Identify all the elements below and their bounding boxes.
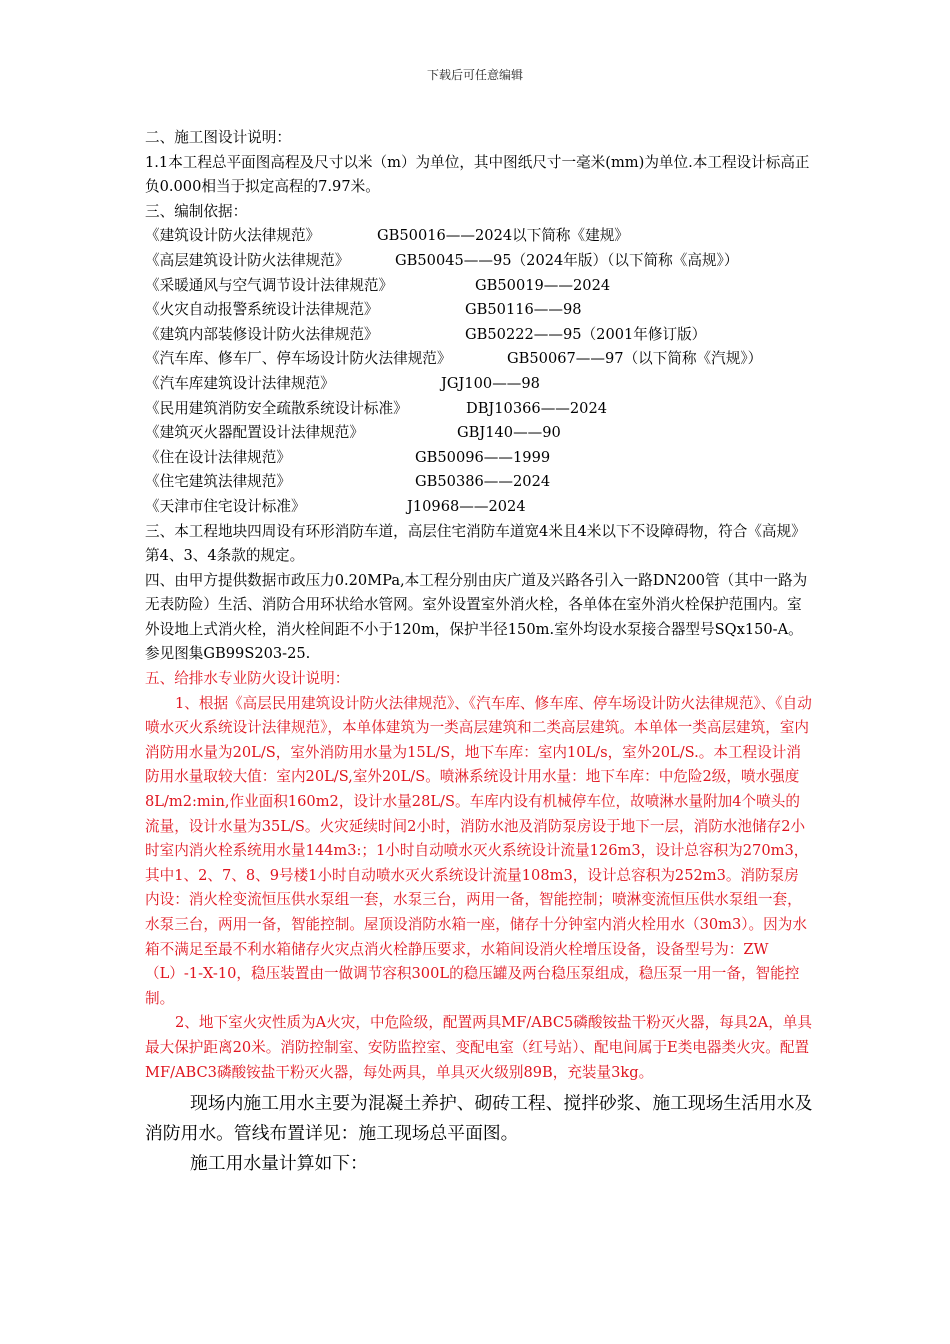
reference-code: DBJ10366——2024 [466, 399, 608, 417]
section-5-paragraph-2: 2、地下室火灾性质为A火灾，中危险级，配置两具MF/ABC5磷酸铵盐干粉灭火器，每具2A，单具最大保护距离20米。消防控制室、安防监控室、变配电室（红号站）、配电间属于E类电器类火灾。配置MF/ABC3磷酸铵盐干粉灭火器，每处两具，单具灭火级别89B，充装量3kg。 [145, 1014, 812, 1081]
reference-name: 《天津市住宅设计标准》 [145, 497, 306, 515]
reference-code: GB50067——97（以下简称《汽规》） [507, 350, 763, 368]
section-3b-paragraph: 三、本工程地块四周设有环形消防车道，高层住宅消防车道宽4米且4米以下不设障碍物，符合《高规》第4、3、4条款的规定。 [145, 522, 806, 565]
reference-code: JGJ100——98 [441, 374, 540, 392]
reference-name: 《采暖通风与空气调节设计法律规范》 [145, 276, 394, 294]
reference-item [145, 495, 813, 520]
reference-code: GB50096——1999 [415, 448, 551, 466]
reference-code: GB50116——98 [465, 301, 582, 319]
document-body [145, 126, 813, 1179]
reference-name: 《建筑内部装修设计防火法律规范》 [145, 325, 379, 343]
construction-water-paragraph: 现场内施工用水主要为混凝土养护、砌砖工程、搅拌砂浆、施工现场生活用水及消防用水。管线布置详见：施工现场总平面图。 [145, 1093, 813, 1145]
reference-item [145, 347, 813, 372]
reference-item [145, 470, 813, 495]
reference-item [145, 421, 813, 446]
section-4-paragraph: 四、由甲方提供数据市政压力0.20MPa,本工程分别由庆广道及兴路各引入一路DN200管（其中一路为无表防险）生活、消防合用环状给水管网。室外设置室外消火栓，各单体在室外消火栓保护范围内。室外设地上式消火栓，消火栓间距不小于120m，保护半径150m.室外均设水泵接合器型号SQx150-A。参见图集GB99S203-25. [145, 571, 808, 663]
section-5-title: 五、给排水专业防火设计说明： [145, 670, 350, 688]
section-2-paragraph: 1.1本工程总平面图高程及尺寸以米（m）为单位，其中图纸尺寸一毫米(mm)为单位.本工程设计标高正负0.000相当于拟定高程的7.97米。 [145, 153, 810, 196]
reference-name: 《民用建筑消防安全疏散系统设计标准》 [145, 399, 408, 417]
reference-item [145, 298, 813, 323]
reference-name: 《汽车库建筑设计法律规范》 [145, 374, 335, 392]
calculation-heading: 施工用水量计算如下： [190, 1153, 368, 1175]
reference-code: GBJ140——90 [457, 424, 561, 442]
reference-name: 《住宅建筑法律规范》 [145, 473, 291, 491]
reference-code: J10968——2024 [407, 497, 526, 515]
reference-item [145, 397, 813, 422]
reference-item [145, 224, 813, 249]
page-header: 下载后可任意编辑 [426, 68, 523, 82]
section-2-title: 二、施工图设计说明： [145, 129, 291, 146]
reference-name: 《汽车库、修车厂、停车场设计防火法律规范》 [145, 350, 452, 368]
reference-item [145, 372, 813, 397]
reference-item [145, 446, 813, 471]
reference-name: 《火灾自动报警系统设计法律规范》 [145, 301, 379, 319]
reference-code: GB50019——2024 [475, 276, 611, 294]
reference-name: 《建筑灭火器配置设计法律规范》 [145, 424, 364, 442]
section-3-title: 三、编制依据： [145, 202, 248, 220]
reference-item [145, 274, 813, 299]
reference-name: 《住在设计法律规范》 [145, 448, 291, 466]
reference-code: GB50222——95（2001年修订版） [465, 325, 707, 343]
reference-code: GB50045——95（2024年版）（以下简称《高规》） [395, 251, 739, 269]
reference-code: GB50016——2024以下简称《建规》 [377, 227, 629, 245]
reference-item [145, 249, 813, 274]
reference-name: 《建筑设计防火法律规范》 [145, 227, 321, 245]
section-5-paragraph-1: 1、根据《高层民用建筑设计防火法律规范》、《汽车库、修车库、停车场设计防火法律规范》、《自动喷水灭火系统设计法律规范》，本单体建筑为一类高层建筑和二类高层建筑。本单体一类高层建筑，室内消防用水量为20L/S，室外消防用水量为15L/S，地下车库：室内10L/s，室外20L/S.。本工程设计消防用水量取较大值：室内20L/S,室外20L/S。喷淋系统设计用水量：地下车库：中危险2级，喷水强度8L/m2:min,作业面积160m2，设计水量28L/S。车库内设有机械停车位，故喷淋水量附加4个喷头的流量，设计水量为35L/S。火灾延续时间2小时，消防水池及消防泵房设于地下一层，消防水池储存2小时室内消火栓系统用水量144m3:；1小时自动喷水灭火系统设计流量126m3，设计总容积为270m3，其中1、2、7、8、9号楼1小时自动喷水灭火系统设计流量108m3，设计总容积为252m3。消防泵房内设：消火栓变流恒压供水泵组一套，水泵三台，两用一备，智能控制；喷淋变流恒压供水泵组一套，水泵三台，两用一备，智能控制。屋顶设消防水箱一座，储存十分钟室内消火栓用水（30m3）。因为水箱不满足至最不利水箱储存火灾点消火栓静压要求，水箱间设消火栓增压设备，设备型号为：ZW（L）-1-X-10，稳压装置由一做调节容积300L的稳压罐及两台稳压泵组成，稳压泵一用一备，智能控制。 [145, 694, 812, 1007]
reference-code: GB50386——2024 [415, 473, 551, 491]
reference-item [145, 323, 813, 348]
reference-name: 《高层建筑设计防火法律规范》 [145, 251, 350, 269]
reference-list [145, 224, 813, 519]
